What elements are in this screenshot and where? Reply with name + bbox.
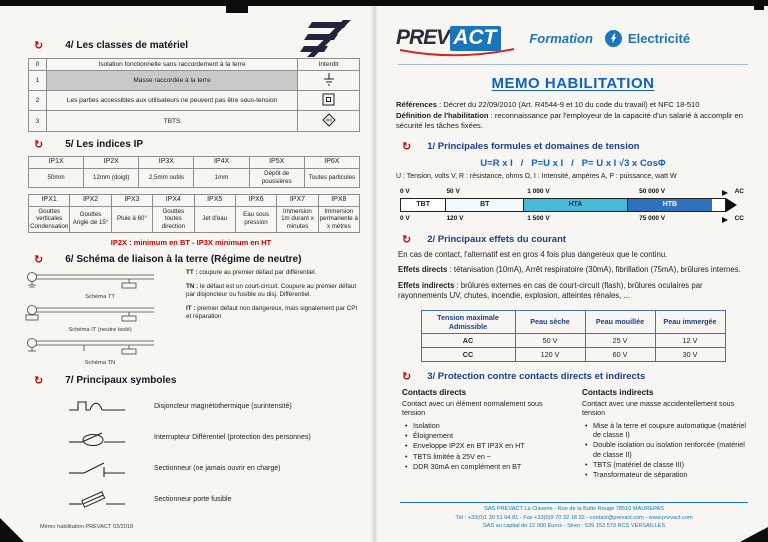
row-label: CC bbox=[421, 347, 515, 361]
table-header-cell: Peau sèche bbox=[515, 310, 585, 333]
class-symbol-cell bbox=[298, 91, 360, 111]
segment-tbt: TBT bbox=[401, 199, 446, 211]
intro-block bbox=[396, 100, 750, 132]
row-label: AC bbox=[421, 333, 515, 347]
indirect-contacts-heading: Contacts indirects bbox=[582, 387, 654, 397]
direct-contacts-heading: Contacts directs bbox=[402, 387, 467, 397]
segment-bt: BT bbox=[446, 199, 524, 211]
symbol-row bbox=[68, 490, 358, 510]
table-cell: IP2X bbox=[84, 157, 139, 169]
table-cell: IPX5 bbox=[194, 194, 235, 206]
section-title: 4/ Les classes de matériel bbox=[65, 40, 189, 51]
direct-effects-label: Effets directs bbox=[398, 265, 448, 275]
earthing-schemes-block bbox=[24, 269, 358, 368]
table-cell: 50mm bbox=[29, 169, 84, 188]
header-divider bbox=[398, 64, 748, 65]
diagram-label: Schéma IT (neutre isolé) bbox=[68, 326, 132, 333]
table-cell: IPX2 bbox=[70, 194, 111, 206]
direct-contacts-intro: Contact avec un élément normalement sous tension bbox=[402, 398, 543, 418]
class-description: TBTS bbox=[46, 111, 297, 132]
table-cell: IPX1 bbox=[29, 194, 70, 206]
note-label: TT : bbox=[186, 268, 198, 276]
list-item: • Transformateur de séparation bbox=[582, 470, 746, 479]
definition-line bbox=[396, 111, 750, 132]
symbol-label: Sectionneur porte fusible bbox=[154, 496, 232, 504]
class-symbol-cell bbox=[298, 71, 360, 91]
direct-contacts-column bbox=[402, 388, 566, 480]
scan-edge-top bbox=[0, 0, 768, 6]
table-cell: IP4X bbox=[194, 157, 249, 169]
earthing-diagrams bbox=[24, 269, 176, 368]
scan-corner-bottom-left bbox=[0, 518, 24, 542]
class-number: 0 bbox=[29, 59, 47, 71]
indirect-contacts-list bbox=[582, 421, 746, 480]
logo-swoosh-icon bbox=[398, 48, 516, 58]
table-cell: IPX6 bbox=[235, 194, 276, 206]
list-item: • TBTS limitée à 25V en ~ bbox=[402, 452, 566, 461]
direct-effects-paragraph bbox=[398, 265, 748, 276]
table-cell: IP5X bbox=[249, 157, 304, 169]
table-cell: 12 V bbox=[655, 333, 725, 347]
ac-axis-label: AC bbox=[734, 187, 744, 195]
indirect-contacts-column bbox=[582, 388, 746, 480]
logo-text-prev: PREV bbox=[396, 25, 450, 49]
note-text: le défaut est un court-circuit. Coupure au premier défaut par disjoncteur ou fusible ou disj. Différentiel. bbox=[186, 282, 357, 299]
header-brand-row bbox=[396, 18, 750, 58]
section-title: 7/ Principaux symboles bbox=[65, 374, 177, 386]
list-item: • Enveloppe IP2X en BT IP3X en HT bbox=[402, 441, 566, 450]
indirect-contacts-intro: Contact avec une masse accidentellement sous tension bbox=[582, 398, 735, 418]
scan-corner-bottom-right bbox=[740, 527, 768, 542]
red-arrow-bullet-icon: ↻ bbox=[402, 369, 412, 383]
cc-tick-label: 75 000 V bbox=[639, 214, 666, 222]
section-1-heading bbox=[396, 141, 750, 152]
section-slt-heading bbox=[24, 254, 358, 265]
earthing-diagram-tt-icon bbox=[24, 269, 164, 289]
bar-arrow-tip-icon bbox=[726, 198, 737, 212]
table-row bbox=[29, 91, 360, 111]
table-cell: 120 V bbox=[515, 347, 585, 361]
table-cell: Gouttes verticales Condensation bbox=[29, 206, 70, 232]
diagram-label: Schéma TN bbox=[84, 359, 116, 366]
list-item: • Isolation bbox=[402, 421, 566, 430]
voltage-formulas: U=R x I / P=U x I / P= U x I √3 x CosΦ bbox=[480, 157, 666, 169]
symbol-label: Sectionneur (ne jamais ouvrir en charge) bbox=[154, 465, 281, 473]
class-number: 2 bbox=[29, 91, 47, 111]
red-arrow-bullet-icon: ↻ bbox=[34, 252, 44, 266]
class-symbol-text: Interdit bbox=[298, 59, 360, 71]
ip-solids-table bbox=[28, 156, 360, 188]
references-label: Références bbox=[396, 100, 437, 109]
section-title: 1/ Principales formules et domaines de tension bbox=[427, 140, 640, 152]
indirect-effects-paragraph bbox=[398, 281, 748, 302]
table-row bbox=[29, 194, 360, 206]
left-page bbox=[10, 10, 368, 534]
red-arrow-bullet-icon: ↻ bbox=[34, 39, 44, 52]
note-tn bbox=[186, 283, 358, 299]
fuse-disconnector-symbol-icon bbox=[68, 490, 126, 510]
section-title: 5/ Les indices IP bbox=[65, 139, 144, 150]
symbol-row bbox=[68, 397, 358, 417]
table-row bbox=[421, 347, 725, 361]
footer-line-contact: Tél : +33(0)1 30 51 04 81 - Fax +33(0)9 70 32 18 32 - contact@prevact.com - www.prevact.com bbox=[455, 514, 693, 521]
earthing-notes bbox=[176, 269, 358, 368]
class-description: Les parties accessibles aux utilisateurs ne peuvent pas être sous-tension bbox=[46, 91, 297, 111]
note-text: premier défaut non dangereux, mais signalement par CPI et réparation bbox=[186, 305, 358, 321]
section-2-heading bbox=[396, 234, 750, 245]
ac-tick-label: 50 000 V bbox=[639, 187, 666, 195]
segment-hta: HTA bbox=[524, 199, 628, 211]
ac-tick-label: 50 V bbox=[446, 187, 460, 195]
cc-tick-row bbox=[400, 214, 744, 225]
class-description: Isolation fonctionnelle sans raccordement à la terre bbox=[46, 59, 297, 71]
table-header-cell: Tension maximale Admissible bbox=[421, 310, 515, 333]
table-row bbox=[29, 111, 360, 132]
table-cell: Immersion 1m durant x minutes bbox=[277, 206, 318, 232]
ac-tick-label: 0 V bbox=[400, 187, 410, 195]
note-tt bbox=[186, 269, 358, 277]
cc-axis-arrow-icon bbox=[722, 217, 728, 223]
ip-minimum-note: IP2X : minimum en BT - IP3X minimum en HT bbox=[110, 237, 272, 247]
right-page bbox=[384, 10, 760, 536]
table-row bbox=[29, 169, 360, 188]
table-row bbox=[29, 59, 360, 71]
cc-axis-label: CC bbox=[734, 214, 744, 222]
red-arrow-bullet-icon: ↻ bbox=[34, 138, 44, 151]
ac-tick-label: 1 000 V bbox=[527, 187, 550, 195]
note-label: IT : bbox=[186, 305, 196, 313]
right-page-footer bbox=[400, 502, 748, 531]
ip-water-table bbox=[28, 194, 360, 233]
note-it bbox=[186, 305, 358, 321]
section-title: 2/ Principaux effets du courant bbox=[427, 233, 567, 245]
references-text: : Décret du 22/09/2010 (Art. R4544-9 et 10 du code du travail) et NFC 18-510 bbox=[436, 100, 700, 109]
table-cell: 50 V bbox=[515, 333, 585, 347]
table-cell: IPX4 bbox=[153, 194, 194, 206]
indirect-effects-text: : brûlures externes en cas de court-circuit (flash), brûlures oculaires par rayonnements UV, chutes, incendie, explosion, atteintes rénales, ... bbox=[398, 280, 703, 301]
formula-legend: U : Tension, volts V, R : résistance, ohms Ω, I : Intensité, ampères A, P : puissance, watt W bbox=[396, 172, 677, 180]
list-item: • Double isolation ou isolation renforcée (matériel de classe II) bbox=[582, 440, 746, 459]
earth-ground-icon bbox=[323, 73, 335, 86]
red-arrow-bullet-icon: ↻ bbox=[402, 232, 412, 246]
segment-htb: HTB bbox=[628, 199, 712, 211]
diagram-label: Schéma TT bbox=[85, 293, 115, 300]
table-row bbox=[29, 206, 360, 232]
symbol-row bbox=[68, 428, 358, 448]
table-cell: IP3X bbox=[139, 157, 194, 169]
circuit-breaker-symbol-icon bbox=[68, 397, 126, 417]
table-cell: 2,5mm outils bbox=[139, 169, 194, 188]
list-item: • TBTS (matériel de classe III) bbox=[582, 460, 746, 469]
rcd-switch-symbol-icon bbox=[68, 428, 126, 448]
brand-electricite-label: Electricité bbox=[627, 30, 691, 46]
table-cell: 25 V bbox=[585, 333, 655, 347]
material-classes-table bbox=[28, 58, 360, 132]
table-row bbox=[29, 71, 360, 91]
table-cell: IP6X bbox=[304, 157, 359, 169]
protection-columns bbox=[402, 388, 746, 480]
definition-label: Définition de l'habilitation bbox=[396, 110, 489, 120]
section-title: 3/ Protection contre contacts directs et indirects bbox=[427, 370, 646, 382]
direct-contacts-list bbox=[402, 421, 566, 472]
table-cell: 30 V bbox=[655, 347, 725, 361]
table-cell: 60 V bbox=[585, 347, 655, 361]
table-cell: Eau sous pression bbox=[235, 206, 276, 232]
ac-tick-row bbox=[400, 187, 744, 198]
earthing-diagram bbox=[24, 335, 176, 366]
class-description: Masse raccordée à la terre bbox=[46, 71, 297, 91]
cc-tick-label: 120 V bbox=[446, 214, 464, 222]
list-item: • Mise à la terre et coupure automatique (matériel de classe I) bbox=[582, 421, 746, 440]
voltage-bar bbox=[400, 198, 726, 212]
table-cell: IPX7 bbox=[277, 194, 318, 206]
disconnector-symbol-icon bbox=[68, 459, 126, 479]
symbol-label: Disjoncteur magnétothermique (surintensité) bbox=[154, 403, 292, 411]
references-line bbox=[396, 100, 750, 111]
note-label: TN : bbox=[186, 282, 199, 290]
table-cell: 1mm bbox=[194, 169, 249, 188]
note-text: coupure au premier défaut par différentiel. bbox=[197, 268, 317, 276]
class-number: 1 bbox=[29, 71, 47, 91]
prevact-logo bbox=[396, 26, 501, 51]
red-arrow-bullet-icon: ↻ bbox=[402, 139, 412, 153]
ac-axis-arrow-icon bbox=[722, 190, 728, 196]
earthing-diagram-tn-icon bbox=[24, 335, 164, 355]
direct-effects-text: : tétanisation (10mA), Arrêt respiratoire (30mA), fibrillation (75mA), brûlures internes. bbox=[447, 265, 741, 275]
electricity-globe-icon bbox=[605, 30, 622, 47]
earthing-diagram-it-icon bbox=[24, 302, 164, 322]
touch-voltage-table bbox=[421, 310, 726, 362]
cc-tick-label: 0 V bbox=[400, 214, 410, 222]
table-cell: 12mm (doigt) bbox=[84, 169, 139, 188]
voltage-domains-diagram bbox=[400, 187, 744, 225]
section-3-heading bbox=[396, 371, 750, 382]
earthing-diagram bbox=[24, 269, 176, 300]
class3-diamond-icon bbox=[322, 113, 336, 127]
definition-text: : reconnaissance par l'employeur de la capacité d'un salarié à accomplir en sécurité les tâches fixées. bbox=[396, 110, 743, 131]
table-cell: IPX3 bbox=[111, 194, 152, 206]
section-title: 6/ Schéma de liaison à la terre (Régime de neutre) bbox=[65, 253, 302, 265]
red-arrow-bullet-icon: ↻ bbox=[34, 373, 44, 387]
section-symbols-heading bbox=[24, 375, 358, 386]
footer-line-legal: SAS au capital de 12 000 Euros - Siren : 539 153 573 RCS VERSAILLES bbox=[482, 523, 666, 530]
table-cell: Gouttes toutes direction bbox=[153, 206, 194, 232]
table-cell: Dépôt de poussières bbox=[249, 169, 304, 188]
double-square-icon bbox=[322, 93, 335, 106]
left-page-footer: Mémo habilitation PREVACT 03/2018 bbox=[40, 524, 134, 530]
table-cell: Toutes particules bbox=[304, 169, 359, 188]
company-logo-icon bbox=[298, 18, 352, 58]
symbol-label: Interrupteur Différentiel (protection des personnes) bbox=[154, 434, 311, 442]
list-item: • DDR 30mA en complément en BT bbox=[402, 462, 566, 471]
logo-text-act: ACT bbox=[450, 26, 501, 51]
table-header-cell: Peau mouillée bbox=[585, 310, 655, 333]
earthing-diagram bbox=[24, 302, 176, 333]
brand-formation-label: Formation bbox=[529, 30, 593, 46]
table-row bbox=[421, 310, 725, 333]
list-item: • Éloignement bbox=[402, 431, 566, 440]
table-cell: IP1X bbox=[29, 157, 84, 169]
class-symbol-cell bbox=[298, 111, 360, 132]
table-cell: Gouttes Angle de 15° bbox=[70, 206, 111, 232]
table-header-cell: Peau immergée bbox=[655, 310, 725, 333]
section-ip-heading bbox=[24, 139, 358, 150]
page-title: MEMO HABILITATION bbox=[491, 75, 655, 92]
table-cell: IPX8 bbox=[318, 194, 359, 206]
table-row bbox=[421, 333, 725, 347]
indirect-effects-label: Effets indirects bbox=[398, 280, 455, 290]
table-cell: Pluie à 60° bbox=[111, 206, 152, 232]
table-cell: Jet d'eau bbox=[194, 206, 235, 232]
table-cell: Immersion permanente à x mètres bbox=[318, 206, 359, 232]
current-effects-intro: En cas de contact, l'alternatif est en gros 4 fois plus dangereux que le continu. bbox=[398, 249, 668, 259]
footer-line-address: SAS PREVACT La Claverie - Rue de la Butte Rouge 78510 MAUREPAS bbox=[484, 506, 664, 513]
class-number: 3 bbox=[29, 111, 47, 132]
symbol-row bbox=[68, 459, 358, 479]
cc-tick-label: 1 500 V bbox=[527, 214, 550, 222]
table-row bbox=[29, 157, 360, 169]
page-fold bbox=[371, 6, 378, 542]
